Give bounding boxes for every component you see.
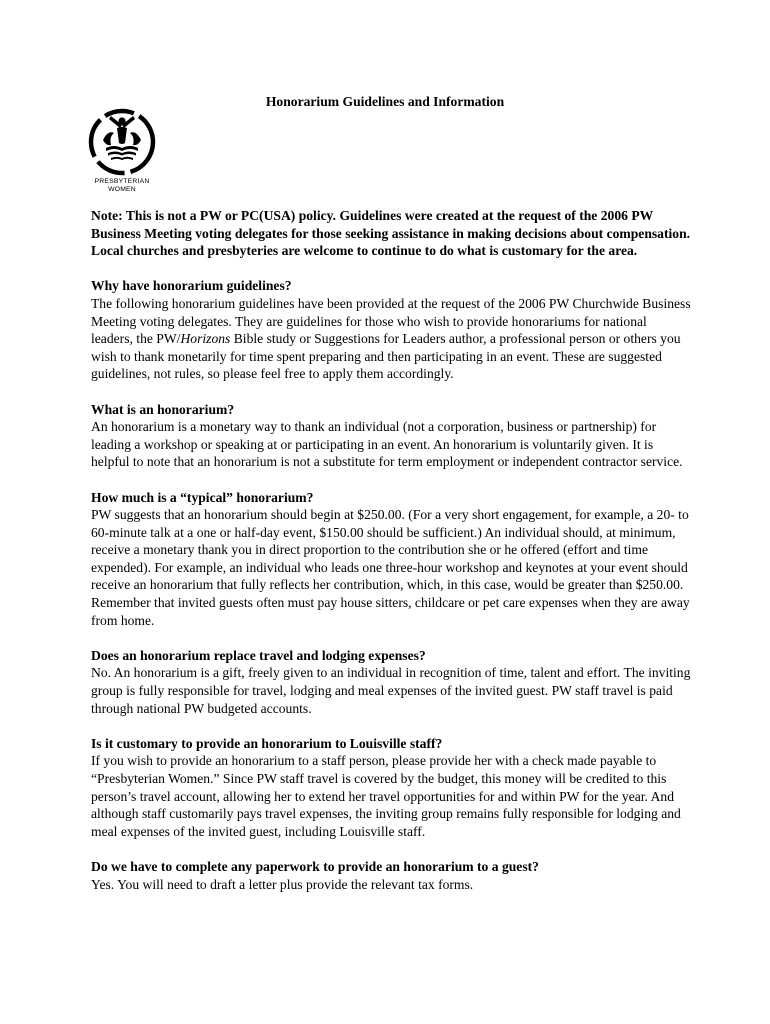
- answer-text-part: The following honorarium guidelines have been provided at the request of the 2006 PW Churchwide Business Meeting voting delegates. They are guidelines for those who wish to provide honorariums for national leaders, the PW/: [91, 295, 691, 347]
- answer-italic-text: Horizons: [180, 331, 231, 347]
- section-answer: No. An honorarium is a gift, freely given to an individual in recognition of time, talent and effort. The inviting group is fully responsible for travel, lodging and meal expenses of the invited guest. PW staff travel is paid through national PW budgeted accounts.: [91, 665, 691, 716]
- document-body: [91, 207, 691, 911]
- section-answer: Yes. You will need to draft a letter plus provide the relevant tax forms.: [91, 876, 474, 892]
- section-typical-honorarium: [91, 489, 691, 630]
- answer-text-part: Bible study or Suggestions for Leaders author, a professional person or others you wish to thank monetarily for time spent preparing and then participating in an event. These are suggested guidelines, not rules, so please feel free to apply them accordingly.: [91, 331, 681, 382]
- section-louisville-staff: [91, 735, 691, 841]
- section-answer: If you wish to provide an honorarium to a staff person, please provide her with a check made payable to “Presbyterian Women.” Since PW staff travel is covered by the budget, this money will be credited to this person’s travel account, allowing her to extend her travel opportunities for and within PW for the year. And although staff customarily pays travel expenses, the inviting group remains fully responsible for lodging and meal expenses of the invited guest, including Louisville staff.: [91, 753, 681, 839]
- section-what-is-honorarium: [91, 401, 691, 471]
- logo-emblem-icon: [84, 106, 160, 178]
- section-question: How much is a “typical” honorarium?: [91, 489, 314, 505]
- logo-text-line-2: WOMEN: [108, 186, 136, 193]
- section-answer: [91, 295, 691, 383]
- logo-text-line-1: PRESBYTERIAN: [94, 178, 150, 185]
- section-question: What is an honorarium?: [91, 401, 235, 417]
- section-question: Is it customary to provide an honorarium to Louisville staff?: [91, 735, 443, 751]
- section-travel-lodging: [91, 647, 691, 717]
- section-question: Does an honorarium replace travel and lodging expenses?: [91, 647, 426, 663]
- policy-note: Note: This is not a PW or PC(USA) policy. Guidelines were created at the request of the 2006 PW Business Meeting voting delegates for those seeking assistance in making decisions about compensation. Local churches and presbyteries are welcome to continue to do what is customary for the area.: [91, 208, 691, 259]
- document-title: Honorarium Guidelines and Information: [265, 94, 505, 109]
- section-why-guidelines: [91, 277, 691, 383]
- section-question: Why have honorarium guidelines?: [91, 278, 292, 294]
- section-answer: PW suggests that an honorarium should begin at $250.00. (For a very short engagement, for example, a 20- to 60-minute talk at a one or half-day event, $150.00 should be sufficient.) An individual should, at minimum, receive a monetary thank you in direct proportion to the contribution she or he offered (effort and time expended). For example, an individual who leads one three-hour workshop and keynotes at your event should receive an honorarium that fully reflects her contribution, which, in this case, would be greater than $250.00. Remember that invited guests often must pay house sitters, childcare or pet care expenses when they are away from home.: [91, 507, 690, 628]
- section-paperwork: [91, 858, 691, 893]
- section-answer: An honorarium is a monetary way to thank an individual (not a corporation, business or partnership) for leading a workshop or speaking at or participating in an event. An honorarium is voluntarily given. It is helpful to note that an honorarium is not a substitute for term employment or independent contractor service.: [91, 419, 683, 470]
- section-question: Do we have to complete any paperwork to provide an honorarium to a guest?: [91, 858, 539, 874]
- presbyterian-women-logo: [84, 106, 160, 200]
- logo-wordmark: [84, 178, 160, 194]
